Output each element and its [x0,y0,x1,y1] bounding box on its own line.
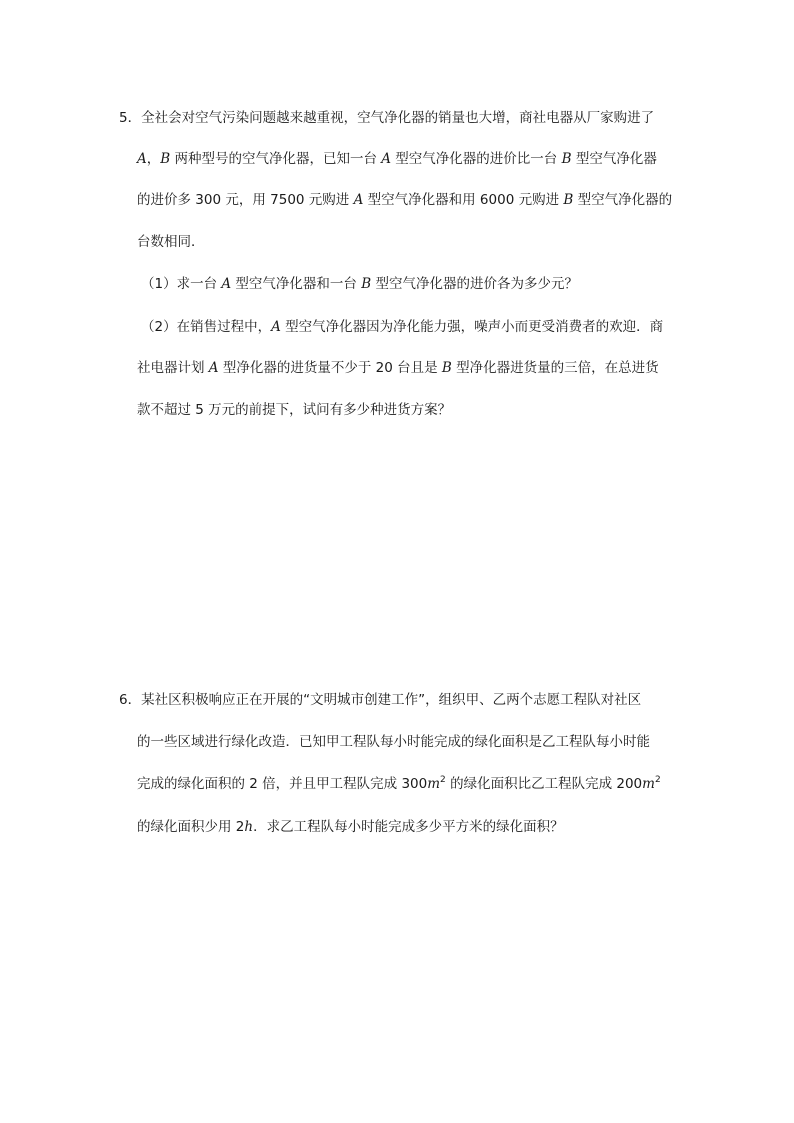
question-5-number: 5． [119,110,142,126]
question-6-line-1: 6．某社区积极响应正在开展的“文明城市创建工作”，组织甲、乙两个志愿工程队对社区 [119,692,642,708]
question-6-line-2: 的一些区域进行绿化改造．已知甲工程队每小时能完成的绿化面积是乙工程队每小时能 [137,734,650,750]
question-5-part-2-line-3: 款不超过 5 万元的前提下，试问有多少种进货方案？ [137,402,452,418]
question-5-line-1: 5．全社会对空气污染问题越来越重视，空气净化器的销量也大增，商社电器从厂家购进了 [119,110,655,126]
question-6-number: 6． [119,692,142,708]
question-6-line-4: 的绿化面积少用 2h．求乙工程队每小时能完成多少平方米的绿化面积？ [137,819,564,835]
question-5-part-2-line-1: （2）在销售过程中，A 型空气净化器因为净化能力强，噪声小而更受消费者的欢迎．商 [141,319,664,335]
question-5-line-2: A，B 两种型号的空气净化器，已知一台 A 型空气净化器的进价比一台 B 型空气净化器 [137,151,657,167]
question-5-line-3: 的进价多 300 元，用 7500 元购进 A 型空气净化器和用 6000 元购进 B 型空气净化器的 [137,192,673,208]
question-6-line-3: 完成的绿化面积的 2 倍，并且甲工程队完成 $300m^2$ 的绿化面积比乙工程队完成 $200m^2$ [137,775,661,792]
question-5-line-4: 台数相同． [137,234,205,250]
question-5-part-1: （1）求一台 A 型空气净化器和一台 B 型空气净化器的进价各为多少元？ [141,276,578,292]
question-5-part-2-line-2: 社电器计划 A 型净化器的进货量不少于 20 台且是 B 型净化器进货量的三倍，在总进货 [137,360,659,376]
